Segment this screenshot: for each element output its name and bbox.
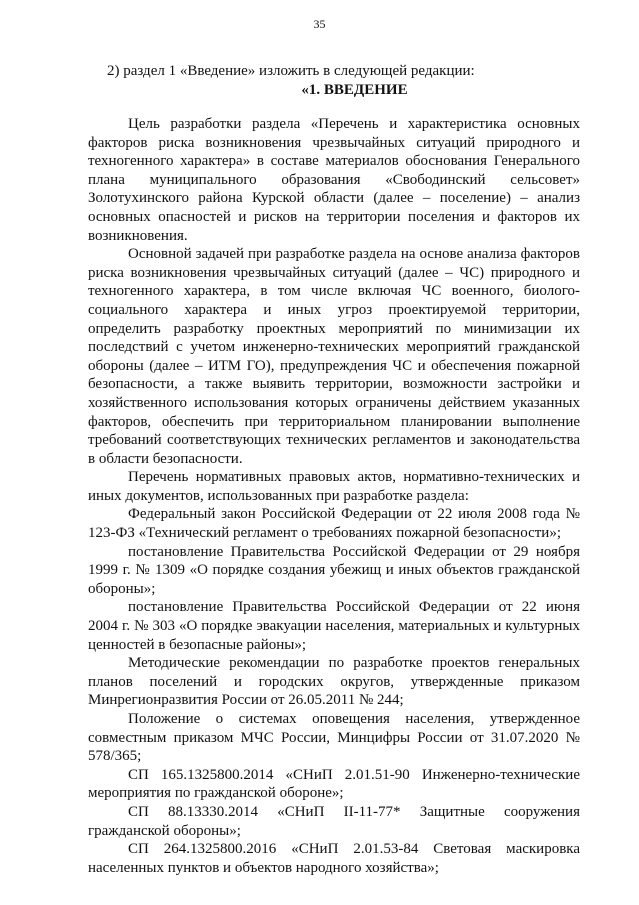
paragraph-documents-list-intro: Перечень нормативных правовых актов, нормативно-технических и иных документов, использованных при разработке раздела: bbox=[88, 469, 580, 504]
list-item-resolution-303: постановление Правительства Российской Федерации от 22 июня 2004 г. № 303 «О порядке эвакуации населения, материальных и культурных ценностей в безопасные районы»; bbox=[88, 599, 580, 653]
paragraph-purpose: Цель разработки раздела «Перечень и характеристика основных факторов риска возникновения чрезвычайных ситуаций природного и техногенного характера» в составе материалов обоснования Генерального плана муниципального образования «Свободинский сельсовет» Золотухинского района Курской области (далее – поселение) – анализ основных опасностей и рисков на территории поселения и факторов их возникновения. bbox=[88, 116, 580, 244]
list-item-sp-165: СП 165.1325800.2014 «СНиП 2.01.51-90 Инженерно-технические мероприятия по гражданской обороне»; bbox=[88, 766, 580, 802]
list-item-sp-88: СП 88.13330.2014 «СНиП II-11-77* Защитные сооружения гражданской обороны»; bbox=[88, 803, 580, 839]
body-text bbox=[88, 115, 580, 877]
list-item-resolution-1309: постановление Правительства Российской Федерации от 29 ноября 1999 г. № 1309 «О порядке создания убежищ и иных объектов гражданской обороны»; bbox=[88, 543, 580, 597]
list-item-federal-law: Федеральный закон Российской Федерации от 22 июля 2008 года № 123-ФЗ «Технический регламент о требованиях пожарной безопасности»; bbox=[88, 506, 580, 542]
paragraph-main-task: Основной задачей при разработке раздела на основе анализа факторов риска возникновения чрезвычайных ситуаций (далее – ЧС) природного и техногенного характера, в том числе включая ЧС военного, биолого-социального характера и иных угроз проектируемой территории, определить разработку проектных мероприятий по минимизации их последствий с учетом инженерно-технических мероприятий гражданской обороны (далее – ИТМ ГО), предупреждения ЧС и обеспечения пожарной безопасности, а также выявить территории, возможности застройки и хозяйственного использования которых ограничены действием указанных факторов, обеспечить при территориальном планировании выполнение требований соответствующих технических регламентов и законодательства в области безопасности. bbox=[88, 246, 580, 467]
list-item-methodical-recommendations: Методические рекомендации по разработке проектов генеральных планов поселений и городских округов, утвержденные приказом Минрегионразвития России от 26.05.2011 № 244; bbox=[88, 655, 580, 709]
section-heading: «1. ВВЕДЕНИЕ bbox=[301, 82, 408, 98]
list-item-sp-264: СП 264.1325800.2016 «СНиП 2.01.53-84 Световая маскировка населенных пунктов и объектов народного хозяйства»; bbox=[88, 841, 580, 876]
amendment-intro: 2) раздел 1 «Введение» изложить в следующей редакции: bbox=[107, 63, 475, 79]
page-number: 35 bbox=[313, 17, 326, 31]
list-item-warning-systems: Положение о системах оповещения населения, утвержденное совместным приказом МЧС России, Минцифры России от 31.07.2020 № 578/365; bbox=[88, 711, 580, 765]
